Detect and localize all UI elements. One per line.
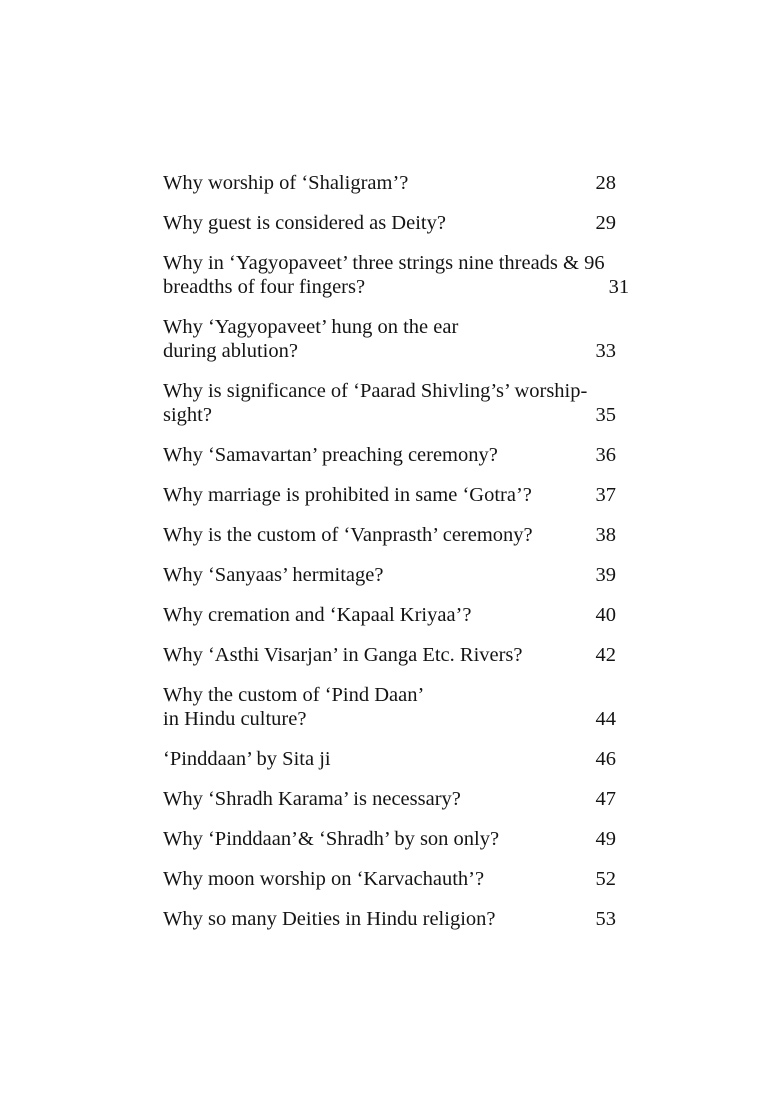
toc-entry [163, 563, 616, 587]
toc-entry-page-number: 52 [595, 868, 616, 890]
toc-entry [163, 211, 616, 235]
toc-entry-title-line: Why moon worship on ‘Karvachauth’? [163, 868, 485, 890]
toc-entry-title-line: Why in ‘Yagyopaveet’ three strings nine threads & 96 [163, 252, 605, 274]
toc-entry-title-line: during ablution? [163, 340, 298, 362]
toc-entry-title-line: Why guest is considered as Deity? [163, 212, 446, 234]
toc-entry-title-line: in Hindu culture? [163, 708, 307, 730]
toc-entry-title-line: breadths of four fingers? [163, 276, 366, 298]
toc-entry-title-line: Why ‘Yagyopaveet’ hung on the ear [163, 316, 459, 338]
toc-entry [163, 683, 616, 731]
toc-entry-title [163, 867, 484, 891]
toc-entry-title [163, 211, 446, 235]
toc-entry-title-line: Why ‘Sanyaas’ hermitage? [163, 564, 384, 586]
toc-entry [163, 443, 616, 467]
toc-entry-page-number: 53 [595, 908, 616, 930]
toc-entry-page-number: 39 [595, 564, 616, 586]
toc-entry-title-line: Why is the custom of ‘Vanprasth’ ceremony? [163, 524, 533, 546]
toc-entry-page-number: 29 [595, 212, 616, 234]
toc-entry [163, 251, 630, 299]
toc-entry-title-line: Why so many Deities in Hindu religion? [163, 908, 496, 930]
toc-entry-title [163, 787, 461, 811]
toc-entry [163, 171, 616, 195]
toc-entry-title [163, 315, 458, 363]
toc-entry-page-number: 35 [595, 404, 616, 426]
toc-entry-title [163, 379, 587, 427]
toc-entry-title [163, 251, 605, 299]
toc-entry-title-line: Why the custom of ‘Pind Daan’ [163, 684, 425, 706]
toc-entry-page-number: 38 [595, 524, 616, 546]
toc-entry-page-number: 47 [595, 788, 616, 810]
toc-entry-title-line: Why marriage is prohibited in same ‘Gotra’? [163, 484, 532, 506]
toc-entry-title [163, 643, 523, 667]
toc-entry-title [163, 747, 331, 771]
toc-entry-title-line: Why ‘Samavartan’ preaching ceremony? [163, 444, 498, 466]
toc-entry [163, 867, 616, 891]
toc-entry-page-number: 28 [595, 172, 616, 194]
toc-entry-page-number: 31 [608, 276, 630, 298]
table-of-contents [163, 171, 630, 947]
toc-entry-title-line: Why ‘Pinddaan’& ‘Shradh’ by son only? [163, 828, 500, 850]
toc-entry-title-line: Why cremation and ‘Kapaal Kriyaa’? [163, 604, 472, 626]
toc-entry-title [163, 683, 424, 731]
toc-entry [163, 483, 616, 507]
toc-entry [163, 315, 616, 363]
toc-entry-page-number: 36 [595, 444, 616, 466]
toc-entry-title-line: sight? [163, 404, 212, 426]
toc-entry-page-number: 44 [595, 708, 616, 730]
toc-entry [163, 523, 616, 547]
toc-entry-title [163, 827, 499, 851]
toc-entry-title [163, 523, 533, 547]
toc-entry-title [163, 907, 496, 931]
toc-entry [163, 747, 616, 771]
toc-entry-page-number: 40 [595, 604, 616, 626]
toc-entry-title-line: Why ‘Shradh Karama’ is necessary? [163, 788, 461, 810]
toc-entry [163, 603, 616, 627]
toc-entry [163, 643, 616, 667]
toc-entry-page-number: 46 [595, 748, 616, 770]
toc-entry-title [163, 443, 498, 467]
toc-entry [163, 379, 616, 427]
toc-entry-title-line: ‘Pinddaan’ by Sita ji [163, 748, 331, 770]
toc-entry-page-number: 49 [595, 828, 616, 850]
toc-entry [163, 827, 616, 851]
toc-entry-page-number: 42 [595, 644, 616, 666]
toc-entry-page-number: 37 [595, 484, 616, 506]
toc-entry-page-number: 33 [595, 340, 616, 362]
toc-entry [163, 907, 616, 931]
toc-entry-title [163, 171, 408, 195]
toc-entry-title [163, 563, 383, 587]
toc-entry-title-line: Why is significance of ‘Paarad Shivling’s’ worship- [163, 380, 588, 402]
toc-entry-title [163, 603, 471, 627]
toc-entry-title-line: Why worship of ‘Shaligram’? [163, 172, 409, 194]
toc-entry-title [163, 483, 532, 507]
toc-entry [163, 787, 616, 811]
toc-entry-title-line: Why ‘Asthi Visarjan’ in Ganga Etc. Rivers? [163, 644, 523, 666]
